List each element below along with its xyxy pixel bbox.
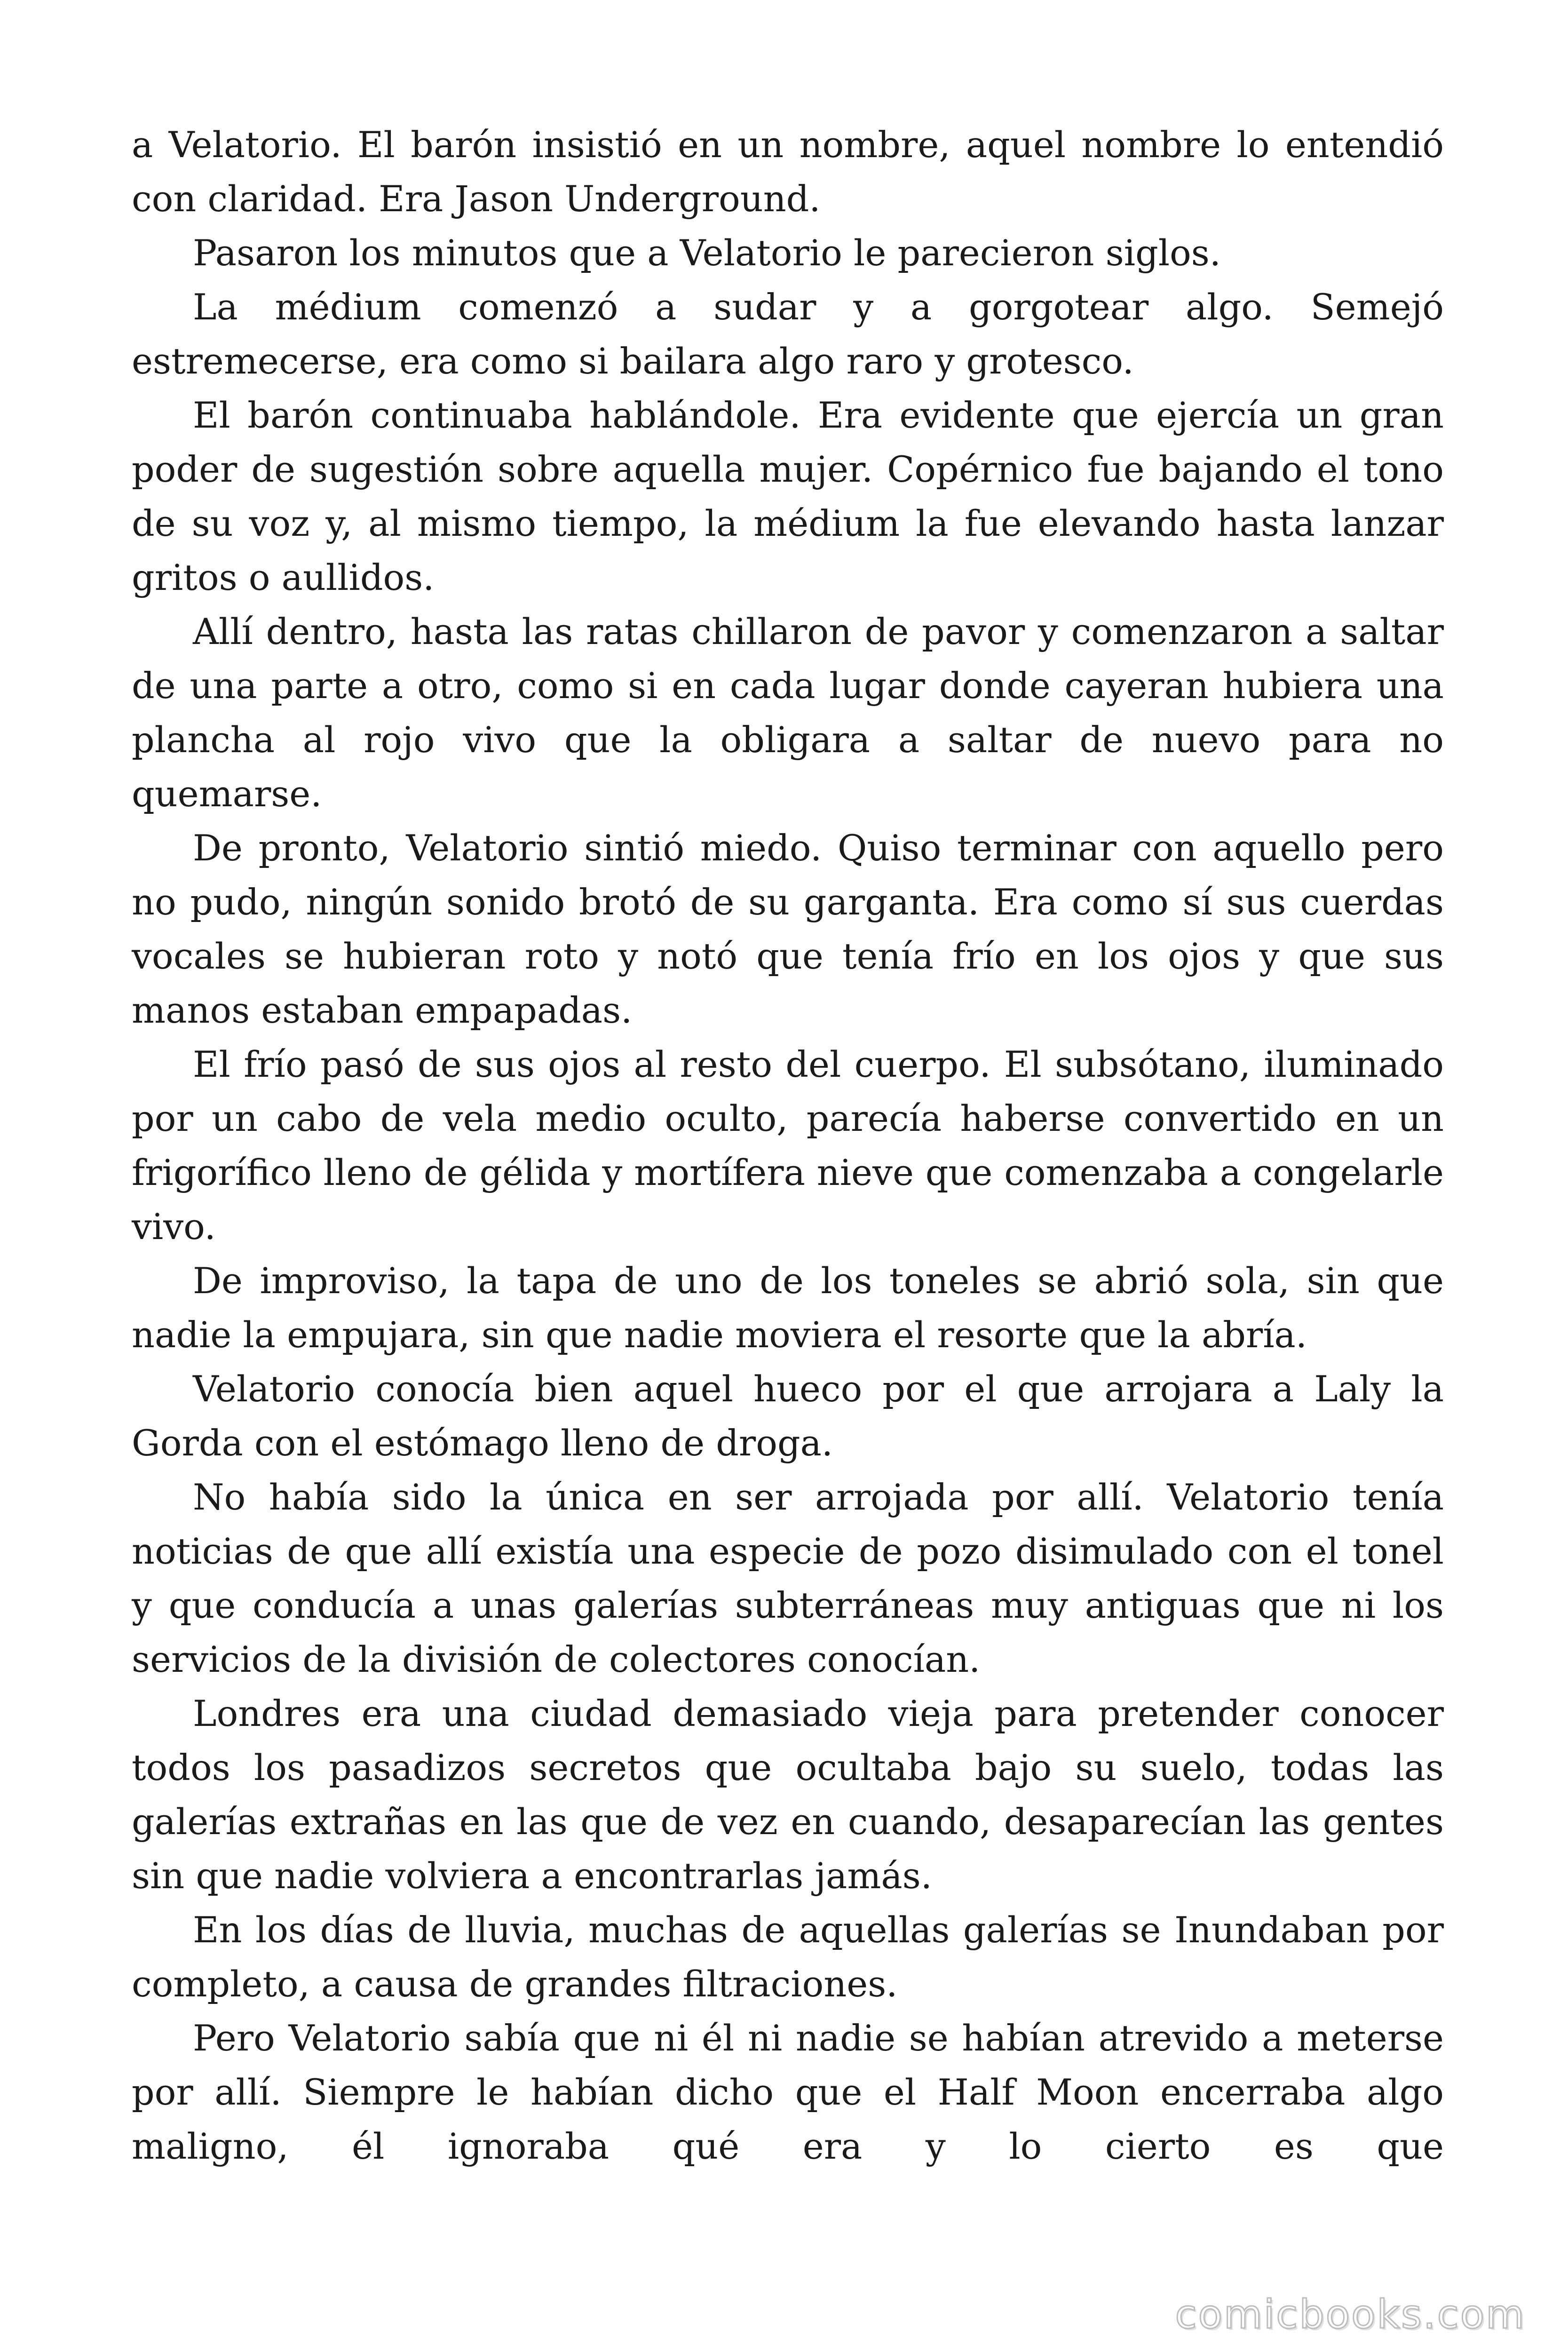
watermark: comicbooks.com [1175,2291,1526,2337]
paragraph-9: Velatorio conocía bien aquel hueco por el que arrojara a Laly la Gorda con el estómago lleno de droga. [132,1368,1444,1464]
paragraph-11: Londres era una ciudad demasiado vieja para pretender conocer todos los pasadizos secretos que ocultaba bajo su suelo, todas las galerías extrañas en las que de vez en cuando, desaparecían las gentes sin que nadie volviera a encontrarlas jamás. [132,1692,1444,1897]
paragraph-2: Pasaron los minutos que a Velatorio le parecieron siglos. [193,232,1221,274]
paragraph-6: De pronto, Velatorio sintió miedo. Quiso terminar con aquello pero no pudo, ningún sonido brotó de su garganta. Era como sí sus cuerdas vocales se hubieran roto y notó que tenía frío en los ojos y que sus manos estaban empapadas. [132,827,1444,1031]
paragraph-10: No había sido la única en ser arrojada por allí. Velatorio tenía noticias de que allí existía una especie de pozo disimulado con el tonel y que conducía a unas galerías subterráneas muy antiguas que ni los servicios de la división de colectores conocían. [132,1476,1444,1680]
paragraph-4: El barón continuaba hablándole. Era evidente que ejercía un gran poder de sugestión sobre aquella mujer. Copérnico fue bajando el tono de su voz y, al mismo tiempo, la médium la fue elevando hasta lanzar gritos o aullidos. [132,394,1444,598]
paragraph-13: Pero Velatorio sabía que ni él ni nadie se habían atrevido a meterse por allí. Siempre le habían dicho que el Half Moon encerraba algo maligno, él ignoraba qué era y lo cierto es que [132,2017,1444,2167]
paragraph-8: De improviso, la tapa de uno de los toneles se abrió sola, sin que nadie la empujara, sin que nadie moviera el resorte que la abría. [132,1260,1444,1356]
paragraph-5: Allí dentro, hasta las ratas chillaron de pavor y comenzaron a saltar de una parte a otro, como si en cada lugar donde cayeran hubiera una plancha al rojo vivo que la obligara a saltar de nuevo para no quemarse. [132,611,1444,815]
paragraph-7: El frío pasó de sus ojos al resto del cuerpo. El subsótano, iluminado por un cabo de vela medio oculto, parecía haberse convertido en un frigorífico lleno de gélida y mortífera nieve que comenzaba a congelarle vivo. [132,1043,1444,1248]
paragraph-12: En los días de lluvia, muchas de aquellas galerías se Inundaban por completo, a causa de grandes filtraciones. [132,1909,1444,2005]
paragraph-3: La médium comenzó a sudar y a gorgotear algo. Semejó estremecerse, era como si bailara algo raro y grotesco. [132,286,1444,382]
paragraph-1: a Velatorio. El barón insistió en un nombre, aquel nombre lo entendió con claridad. Era Jason Underground. [132,124,1444,220]
page-body [132,118,1444,2173]
